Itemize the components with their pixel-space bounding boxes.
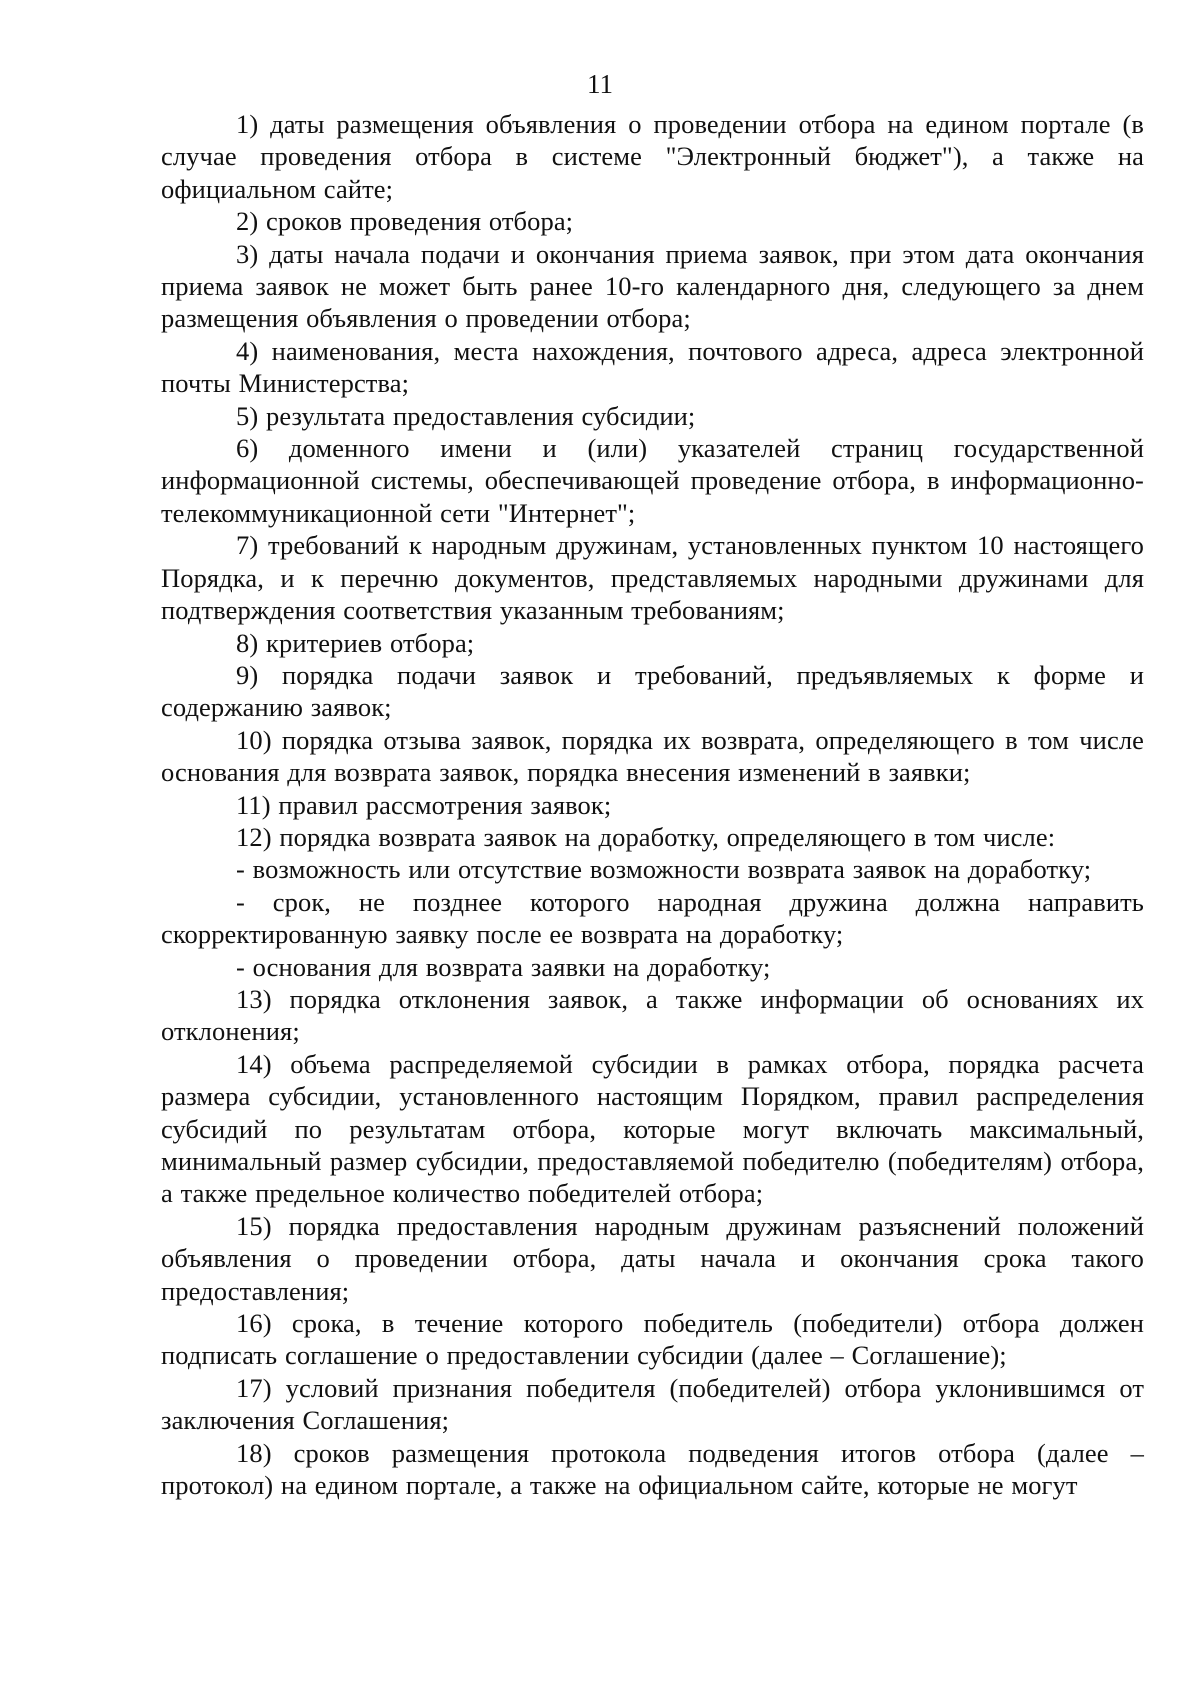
list-item-9: 9) порядка подачи заявок и требований, предъявляемых к форме и содержанию заявок; — [161, 659, 1144, 723]
list-item-12: 12) порядка возврата заявок на доработку, определяющего в том числе: — [236, 821, 1056, 852]
sub-item-1: - возможность или отсутствие возможности возврата заявок на доработку; — [236, 854, 1092, 885]
list-item-18: 18) сроков размещения протокола подведения итогов отбора (далее – протокол) на едином портале, а также на официальном сайте, которые не могут — [161, 1437, 1144, 1501]
list-item-8: 8) критериев отбора; — [236, 627, 475, 658]
sub-item-3: - основания для возврата заявки на доработку; — [236, 951, 771, 982]
list-item-16: 16) срока, в течение которого победитель (победители) отбора должен подписать соглашение о предоставлении субсидии (далее – Соглашение); — [161, 1308, 1144, 1371]
list-item-4: 4) наименования, места нахождения, почтового адреса, адреса электронной почты Министерства; — [161, 335, 1144, 399]
list-item-17: 17) условий признания победителя (победителей) отбора уклонившимся от заключения Соглашения; — [161, 1372, 1144, 1436]
list-item-1: 1) даты размещения объявления о проведении отбора на едином портале (в случае проведения отбора в системе "Электронный бюджет"), а также на официальном сайте; — [161, 109, 1144, 204]
page-number: 11 — [587, 69, 613, 99]
sub-item-2: - срок, не позднее которого народная дружина должна направить скорректированную заявку после ее возврата на доработку; — [161, 886, 1144, 950]
list-item-5: 5) результата предоставления субсидии; — [236, 400, 696, 431]
document-body — [161, 108, 1144, 1501]
list-item-11: 11) правил рассмотрения заявок; — [236, 789, 612, 820]
list-item-6: 6) доменного имени и (или) указателей страниц государственной информационной системы, обеспечивающей проведение отбора, в информационно-телекоммуникационной сети "Интернет"; — [161, 433, 1144, 528]
list-item-14: 14) объема распределяемой субсидии в рамках отбора, порядка расчета размера субсидии, установленного настоящим Порядком, правил распределения субсидий по результатам отбора, которые могут включать максимальный, минимальный размер субсидии, предоставляемой победителю (победителям) отбора, а также предельное количество победителей отбора; — [161, 1048, 1144, 1209]
list-item-2: 2) сроков проведения отбора; — [236, 206, 574, 237]
list-item-7: 7) требований к народным дружинам, установленных пунктом 10 настоящего Порядка, и к перечню документов, представляемых народными дружинами для подтверждения соответствия указанным требованиям; — [161, 530, 1144, 626]
list-item-10: 10) порядка отзыва заявок, порядка их возврата, определяющего в том числе основания для возврата заявок, порядка внесения изменений в заявки; — [161, 724, 1144, 788]
list-item-13: 13) порядка отклонения заявок, а также информации об основаниях их отклонения; — [161, 983, 1144, 1047]
list-item-3: 3) даты начала подачи и окончания приема заявок, при этом дата окончания приема заявок не может быть ранее 10-го календарного дня, следующего за днем размещения объявления о проведении отбора; — [161, 238, 1144, 334]
list-item-15: 15) порядка предоставления народным дружинам разъяснений положений объявления о проведении отбора, даты начала и окончания срока такого предоставления; — [161, 1210, 1144, 1306]
